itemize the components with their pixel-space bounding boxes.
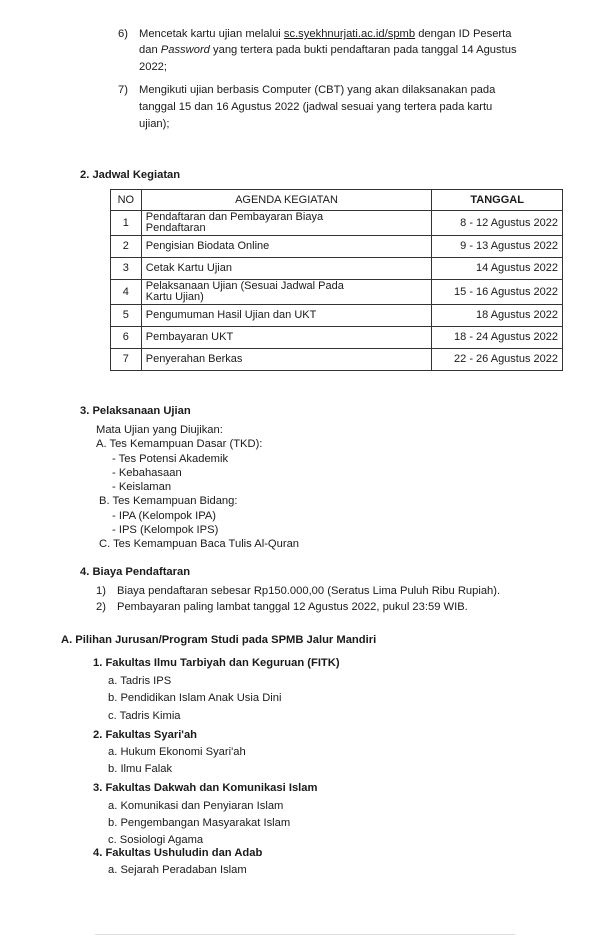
schedule-table [110,189,563,371]
study-program: c. Tadris Kimia [108,710,181,722]
row-agenda: Penyerahan Berkas [141,349,432,371]
table-row [111,327,563,349]
step-number: 6) [118,28,128,40]
row-date: 22 - 26 Agustus 2022 [432,349,563,371]
row-agenda: Pembayaran UKT [141,327,432,349]
table-row [111,280,563,305]
row-number: 7 [111,349,142,371]
table-row [111,305,563,327]
row-agenda: Pendaftaran dan Pembayaran Biaya Pendaftaran [141,211,432,236]
row-number: 5 [111,305,142,327]
exam-group-b: B. Tes Kemampuan Bidang: [99,495,238,507]
exam-group-c: C. Tes Kemampuan Baca Tulis Al-Quran [99,538,300,550]
exam-subject: - Tes Potensi Akademik [112,453,229,465]
page-divider [95,934,515,935]
table-row [111,211,563,236]
study-program: a. Komunikasi dan Penyiaran Islam [108,800,284,812]
step-text: Mengikuti ujian berbasis Computer (CBT) yang akan dilaksanakan pada [139,84,496,96]
row-date: 14 Agustus 2022 [432,258,563,280]
study-program: c. Sosiologi Agama [108,834,204,846]
exam-subject: - IPS (Kelompok IPS) [112,524,219,536]
row-number: 6 [111,327,142,349]
column-header: TANGGAL [432,190,563,211]
step-number: 7) [118,84,128,96]
section-heading: 4. Biaya Pendaftaran [80,566,191,578]
row-number: 3 [111,258,142,280]
study-program: b. Pendidikan Islam Anak Usia Dini [108,692,282,704]
fee-number: 1) [96,585,106,597]
row-date: 18 Agustus 2022 [432,305,563,327]
row-date: 9 - 13 Agustus 2022 [432,236,563,258]
section-heading: 2. Jadwal Kegiatan [80,169,181,181]
step-text: ujian); [139,118,170,130]
exam-subject: - Kebahasaan [112,467,182,479]
section-heading: 3. Pelaksanaan Ujian [80,405,191,417]
column-header: NO [111,190,142,211]
row-agenda: Cetak Kartu Ujian [141,258,432,280]
study-program: b. Ilmu Falak [108,763,173,775]
exam-intro: Mata Ujian yang Diujikan: [96,424,223,436]
fee-text: Pembayaran paling lambat tanggal 12 Agustus 2022, pukul 23:59 WIB. [117,601,468,613]
study-program: a. Sejarah Peradaban Islam [108,864,247,876]
step-text: 2022; [139,61,167,73]
study-program: a. Hukum Ekonomi Syari'ah [108,746,246,758]
table-row [111,349,563,371]
exam-subject: - IPA (Kelompok IPA) [112,510,217,522]
row-date: 8 - 12 Agustus 2022 [432,211,563,236]
faculty-title: 4. Fakultas Ushuludin dan Adab [93,847,263,859]
faculty-title: 1. Fakultas Ilmu Tarbiyah dan Keguruan (FITK) [93,657,340,669]
step-text: Mencetak kartu ujian melalui sc.syekhnurjati.ac.id/spmb dengan ID Peserta [139,28,512,40]
faculty-title: 3. Fakultas Dakwah dan Komunikasi Islam [93,782,318,794]
column-header: AGENDA KEGIATAN [141,190,432,211]
row-agenda: Pengisian Biodata Online [141,236,432,258]
faculty-title: 2. Fakultas Syari'ah [93,729,198,741]
row-agenda: Pengumuman Hasil Ujian dan UKT [141,305,432,327]
row-date: 18 - 24 Agustus 2022 [432,327,563,349]
exam-group-a: A. Tes Kemampuan Dasar (TKD): [96,438,263,450]
study-program: b. Pengembangan Masyarakat Islam [108,817,291,829]
row-number: 4 [111,280,142,305]
table-header-row [111,190,563,211]
study-program: a. Tadris IPS [108,675,172,687]
row-number: 2 [111,236,142,258]
step-text: dan Password yang tertera pada bukti pendaftaran pada tanggal 14 Agustus [139,44,517,56]
spmb-link[interactable]: sc.syekhnurjati.ac.id/spmb [283,28,416,40]
row-agenda: Pelaksanaan Ujian (Sesuai Jadwal Pada Kartu Ujian) [141,280,432,305]
table-row [111,258,563,280]
step-text: tanggal 15 dan 16 Agustus 2022 (jadwal sesuai yang tertera pada kartu [139,101,493,113]
exam-subject: - Keislaman [112,481,172,493]
row-date: 15 - 16 Agustus 2022 [432,280,563,305]
row-number: 1 [111,211,142,236]
section-heading: A. Pilihan Jurusan/Program Studi pada SPMB Jalur Mandiri [61,634,377,646]
fee-text: Biaya pendaftaran sebesar Rp150.000,00 (Seratus Lima Puluh Ribu Rupiah). [117,585,501,597]
table-row [111,236,563,258]
fee-number: 2) [96,601,106,613]
